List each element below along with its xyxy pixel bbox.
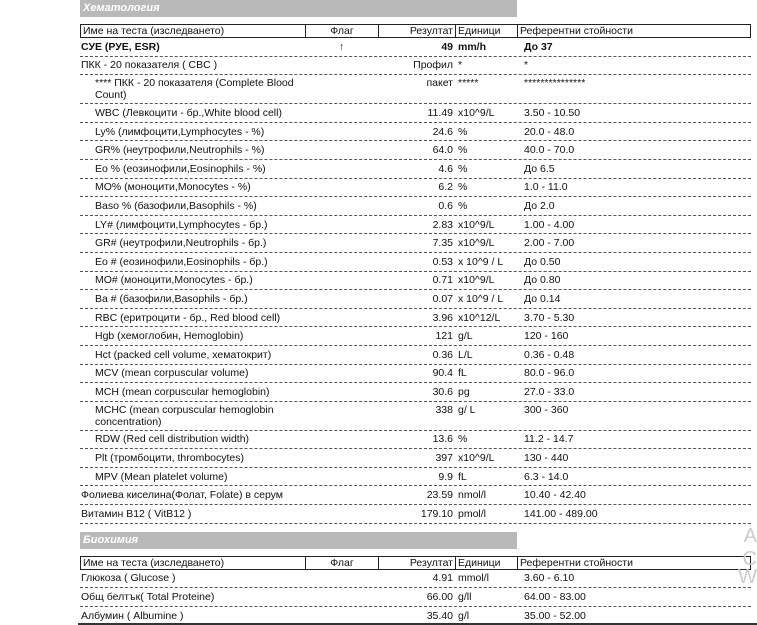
- cell-name: GR# (неутрофили,Neutrophils - бр.): [95, 237, 267, 250]
- cell-name: **** ПКК - 20 показателя (Complete Blood Count): [95, 77, 294, 102]
- cell-units: x10^9/L: [458, 452, 495, 465]
- table-row: [80, 449, 751, 468]
- cell-result: 397: [435, 452, 453, 465]
- cell-name: Глюкоза ( Glucose ): [81, 572, 176, 585]
- table-row: [80, 346, 751, 365]
- table-row: [80, 431, 751, 450]
- cell-name: RBC (еритроцити - бр., Red blood cell): [95, 311, 281, 324]
- cell-ref: *: [524, 59, 529, 72]
- table-row: [80, 468, 751, 487]
- cell-units: x10^9/L: [458, 274, 495, 287]
- cell-units: %: [458, 433, 468, 446]
- watermark: A: [743, 525, 757, 547]
- table-header: [80, 24, 751, 38]
- cell-result: 23.59: [426, 489, 453, 502]
- cell-units: *****: [458, 77, 479, 90]
- table-row: [80, 160, 751, 179]
- table-row: [80, 104, 751, 123]
- cell-result: 3.96: [432, 311, 453, 324]
- cell-name: СУЕ (РУЕ, ESR): [81, 40, 160, 53]
- cell-name: RDW (Red cell distribution width): [95, 433, 250, 446]
- cell-units: %: [458, 144, 468, 157]
- cell-units: L/L: [458, 348, 473, 361]
- cell-units: pg: [458, 385, 470, 398]
- cell-ref: До 0.14: [524, 292, 561, 305]
- watermark: W: [738, 566, 757, 588]
- cell-result: 338: [435, 403, 453, 416]
- cell-ref: До 0.50: [524, 255, 561, 268]
- cell-name: Hgb (хемоглобин, Hemoglobin): [95, 330, 244, 343]
- cell-result: 13.6: [432, 433, 453, 446]
- cell-result: 0.36: [432, 348, 453, 361]
- table-row: [80, 253, 751, 272]
- report: [80, 0, 751, 625]
- header-result: Резултат: [379, 557, 456, 569]
- table-row: [80, 57, 751, 76]
- cell-ref: 27.0 - 33.0: [524, 385, 575, 398]
- cell-result: 4.91: [432, 572, 453, 585]
- table-row: [80, 197, 751, 216]
- cell-units: g/ L: [458, 403, 476, 416]
- cell-result: 24.6: [432, 125, 453, 138]
- header-ref: Референтни стойности: [520, 556, 633, 569]
- cell-name: MO% (моноцити,Monocytes - %): [95, 181, 251, 194]
- cell-units: x 10^9 / L: [458, 292, 504, 305]
- cell-name: Албумин ( Albumine ): [81, 609, 184, 622]
- cell-name: MO# (моноцити,Monocytes - бр.): [95, 274, 253, 287]
- biochemistry-rows: [80, 570, 751, 625]
- cell-units: *: [458, 59, 463, 72]
- cell-result: 9.9: [438, 470, 453, 483]
- cell-units: x10^9/L: [458, 106, 495, 119]
- header-ref: Референтни стойности: [520, 25, 633, 37]
- cell-ref: ***************: [524, 77, 586, 90]
- cell-result: 11.49: [427, 106, 453, 119]
- cell-result: 64.0: [432, 144, 453, 157]
- cell-name: Ly% (лимфоцити,Lymphocytes - %): [95, 125, 265, 138]
- cell-result: 2.83: [432, 218, 453, 231]
- table-row: [80, 75, 751, 104]
- table-row: [80, 505, 751, 524]
- cell-name: Eo % (еозинофили,Eosinophils - %): [95, 162, 266, 175]
- table-row: [80, 365, 751, 384]
- cell-result: 179.10: [420, 507, 453, 520]
- cell-units: %: [458, 162, 468, 175]
- cell-ref: 64.00 - 83.00: [524, 591, 586, 604]
- cell-units: g/ll: [458, 591, 472, 604]
- table-row: [80, 290, 751, 309]
- table-row: [80, 216, 751, 235]
- watermark: C: [742, 548, 757, 570]
- cell-result: 4.6: [438, 162, 453, 175]
- cell-result: 6.2: [438, 181, 453, 194]
- header-name: Име на теста (изследването): [81, 557, 306, 569]
- cell-ref: 20.0 - 48.0: [524, 125, 575, 138]
- table-row: [80, 141, 751, 160]
- cell-units: pmol/l: [458, 507, 487, 520]
- cell-ref: 130 - 440: [524, 452, 569, 465]
- cell-units: %: [458, 125, 468, 138]
- cell-ref: 1.00 - 4.00: [524, 218, 575, 231]
- cell-name: ПКК - 20 показателя ( CBC ): [81, 59, 218, 72]
- cell-name: MCHC (mean corpuscular hemoglobin concentration): [95, 403, 274, 428]
- table-row: [80, 570, 751, 589]
- table-header: [80, 556, 751, 570]
- cell-ref: 80.0 - 96.0: [524, 367, 575, 380]
- cell-ref: 6.3 - 14.0: [524, 470, 569, 483]
- section-title-hematology: Хематология: [80, 0, 517, 17]
- cell-units: x10^9/L: [458, 218, 495, 231]
- cell-result: 35.40: [426, 609, 453, 622]
- cell-ref: 1.0 - 11.0: [524, 181, 568, 194]
- header-result: Резултат: [379, 25, 456, 37]
- cell-ref: 35.00 - 52.00: [524, 609, 586, 622]
- cell-name: Baso % (базофили,Basophils - %): [95, 199, 257, 212]
- table-row: [80, 123, 751, 142]
- cell-name: Общ белтък( Total Proteine): [81, 591, 215, 604]
- cell-name: Plt (тромбоцити, thrombocytes): [95, 452, 245, 465]
- cell-units: g/l: [458, 609, 470, 622]
- cell-units: mmol/l: [458, 572, 489, 585]
- table-row: [80, 179, 751, 198]
- cell-result: 66.00: [426, 591, 453, 604]
- cell-ref: До 6.5: [524, 162, 555, 175]
- header-name: Име на теста (изследването): [81, 25, 306, 37]
- cell-result: 0.53: [432, 255, 453, 268]
- cell-name: GR% (неутрофили,Neutrophils - %): [95, 144, 265, 157]
- cell-units: %: [458, 181, 468, 194]
- cell-result: 0.71: [432, 274, 453, 287]
- cell-units: x10^12/L: [458, 311, 501, 324]
- table-row: [80, 309, 751, 328]
- cell-ref: 3.50 - 10.50: [524, 106, 581, 119]
- cell-name: LY# (лимфоцити,Lymphocytes - бр.): [95, 218, 268, 231]
- table-row: [80, 38, 751, 57]
- cell-name: MCH (mean corpuscular hemoglobin): [95, 385, 270, 398]
- cell-ref: 300 - 360: [524, 403, 569, 416]
- header-flag: Флаг: [306, 557, 379, 569]
- cell-ref: 0.36 - 0.48: [524, 348, 575, 361]
- table-row: [80, 383, 751, 402]
- cell-ref: 2.00 - 7.00: [524, 237, 575, 250]
- cell-units: fL: [458, 470, 467, 483]
- cell-result: 30.6: [432, 385, 453, 398]
- cell-result: 0.6: [438, 199, 453, 212]
- cell-ref: 141.00 - 489.00: [524, 507, 598, 520]
- cell-units: mm/h: [458, 40, 487, 53]
- cell-ref: До 2.0: [524, 199, 555, 212]
- cell-ref: 11.2 - 14.7: [524, 433, 574, 446]
- cell-units: nmol/l: [458, 489, 487, 502]
- cell-units: x 10^9 / L: [458, 255, 504, 268]
- cell-result: 49: [441, 40, 453, 53]
- cell-name: Ba # (базофили,Basophils - бр.): [95, 292, 248, 305]
- cell-ref: 10.40 - 42.40: [524, 489, 586, 502]
- cell-result: 7.35: [432, 237, 453, 250]
- cell-result: 90.4: [432, 367, 453, 380]
- header-flag: Флаг: [306, 25, 379, 37]
- cell-ref: До 37: [524, 40, 553, 53]
- table-row: [80, 327, 751, 346]
- cell-ref: 40.0 - 70.0: [524, 144, 575, 157]
- cell-ref: 120 - 160: [524, 330, 569, 343]
- cell-ref: 3.70 - 5.30: [524, 311, 575, 324]
- cell-name: Витамин B12 ( VitB12 ): [81, 507, 192, 520]
- cell-result: 121: [435, 330, 453, 343]
- cell-units: g/L: [458, 330, 473, 343]
- cell-name: MPV (Mean platelet volume): [95, 470, 228, 483]
- cell-result: 0.07: [432, 292, 453, 305]
- table-row: [80, 486, 751, 505]
- header-units: Единици: [456, 557, 518, 569]
- cell-flag: ↑: [338, 40, 345, 53]
- section-title-biochemistry: Биохимия: [80, 532, 517, 549]
- hematology-rows: [80, 38, 751, 524]
- table-row: [80, 234, 751, 253]
- cell-name: MCV (mean corpuscular volume): [95, 367, 249, 380]
- table-row: [80, 402, 751, 431]
- cell-units: fL: [458, 367, 467, 380]
- table-row: [80, 272, 751, 291]
- cell-result: Профил: [413, 59, 453, 72]
- cell-units: %: [458, 199, 468, 212]
- header-units: Единици: [456, 25, 518, 37]
- cell-name: Eo # (еозинофили,Eosinophils - бр.): [95, 255, 268, 268]
- cell-name: WBC (Левкоцити - бр.,White blood cell): [95, 106, 282, 119]
- cell-units: x10^9/L: [458, 237, 495, 250]
- cell-name: Hct (packed cell volume, хематокрит): [95, 348, 272, 361]
- cell-result: пакет: [426, 77, 453, 90]
- cell-ref: До 0.80: [524, 274, 561, 287]
- cell-name: Фолиева киселина(Фолат, Folate) в серум: [81, 489, 284, 502]
- cell-ref: 3.60 - 6.10: [524, 572, 575, 585]
- table-row: [80, 588, 751, 607]
